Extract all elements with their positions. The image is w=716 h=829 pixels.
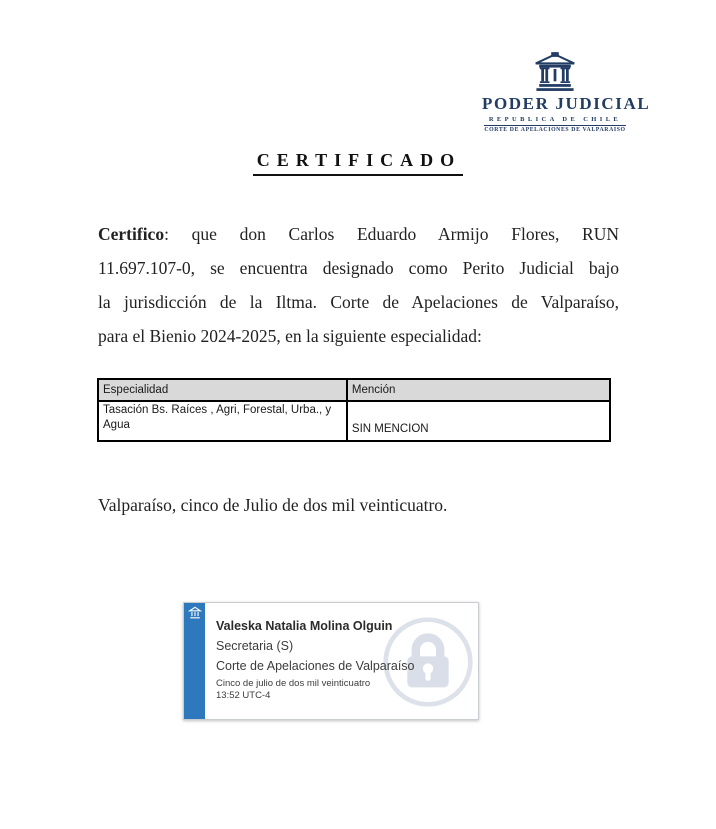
header-mencion: Mención xyxy=(347,379,610,401)
body-line-2: 11.697.107-0, se encuentra designado como Perito Judicial bajo xyxy=(98,258,619,278)
stamp-text-block xyxy=(216,616,470,702)
stamp-date: Cinco de julio de dos mil veinticuatro xyxy=(216,678,371,689)
specialty-table xyxy=(97,378,611,442)
body-line-4: para el Bienio 2024-2025, en la siguiente especialidad: xyxy=(98,326,482,346)
logo-title: PODER JUDICIAL xyxy=(482,94,651,113)
body-line-3: la jurisdicción de la Iltma. Corte de Apelaciones de Valparaíso, xyxy=(98,292,619,312)
header-especialidad: Especialidad xyxy=(98,379,347,401)
body-line-1-rest: : que don Carlos Eduardo Armijo Flores, RUN xyxy=(164,224,619,244)
signer-org: Corte de Apelaciones de Valparaíso xyxy=(216,659,415,673)
logo-divider xyxy=(484,125,626,126)
stamp-blue-bar xyxy=(184,603,205,719)
logo-subtitle: REPUBLICA DE CHILE xyxy=(488,116,622,123)
document-title-row xyxy=(0,150,716,176)
signer-role: Secretaria (S) xyxy=(216,639,294,653)
body-lead: Certifico xyxy=(98,224,165,244)
body-line-1 xyxy=(98,219,619,253)
logo-subsubtitle: CORTE DE APELACIONES DE VALPARAISO xyxy=(484,127,626,133)
table-header-row xyxy=(98,379,610,401)
signer-name: Valeska Natalia Molina Olguin xyxy=(216,619,393,633)
table-row xyxy=(98,401,610,441)
courthouse-small-icon xyxy=(188,606,202,620)
signature-stamp xyxy=(183,602,479,720)
document-title: CERTIFICADO xyxy=(253,150,463,176)
certificate-body xyxy=(98,219,619,355)
stamp-time: 13:52 UTC-4 xyxy=(216,690,271,701)
date-line: Valparaíso, cinco de Julio de dos mil veinticuatro. xyxy=(98,495,448,515)
courthouse-icon xyxy=(533,50,577,92)
cell-mencion: SIN MENCION xyxy=(347,401,610,441)
cell-especialidad: Tasación Bs. Raíces , Agri, Forestal, Urba., y Agua xyxy=(98,401,347,441)
poder-judicial-logo xyxy=(482,50,651,133)
